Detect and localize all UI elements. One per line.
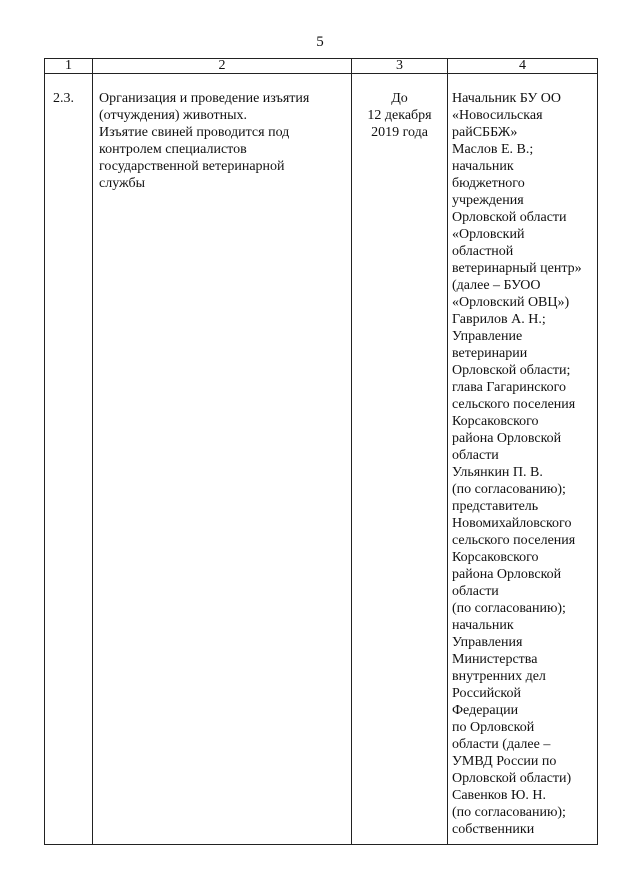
responsible-text-line: Орловской области) — [452, 771, 572, 786]
responsible-text-line: начальник — [452, 618, 514, 633]
responsible-text-line: ветеринарный центр» — [452, 261, 582, 276]
event-text-line: государственной ветеринарной — [99, 159, 285, 174]
responsible-text-line: области — [452, 584, 499, 599]
responsible-text-line: сельского поселения — [452, 533, 576, 548]
action-plan-table — [44, 58, 598, 845]
page-number: 5 — [316, 34, 324, 50]
deadline-text-line: 12 декабря — [367, 108, 432, 123]
responsible-text-line: УМВД России по — [452, 754, 557, 769]
responsible-text-line: (далее – БУОО — [452, 278, 541, 293]
column-header-1: 1 — [45, 59, 93, 74]
deadline-text-line: До — [391, 91, 408, 106]
responsible-text-line: Министерства — [452, 652, 538, 667]
responsible-text-line: Управления — [452, 635, 523, 650]
responsible-text-line: сельского поселения — [452, 397, 576, 412]
responsible-text-line: бюджетного — [452, 176, 525, 191]
responsible-text-line: Новомихайловского — [452, 516, 572, 531]
event-text-line: контролем специалистов — [99, 142, 247, 157]
event-text-line: Изъятие свиней проводится под — [99, 125, 290, 140]
responsible-text-line: областной — [452, 244, 514, 259]
deadline-cell — [352, 74, 448, 845]
responsible-text-line: Савенков Ю. Н. — [452, 788, 546, 803]
responsible-text-line: внутренних дел — [452, 669, 546, 684]
responsible-text-line: Орловской области — [452, 210, 567, 225]
responsible-text-line: собственники — [452, 822, 535, 837]
column-header-2: 2 — [93, 59, 352, 74]
event-text — [99, 90, 347, 192]
event-text-line: Организация и проведение изъятия — [99, 91, 310, 106]
responsible-text-line: (по согласованию); — [452, 805, 566, 820]
responsible-text-line: района Орловской — [452, 567, 562, 582]
responsible-text-line: Корсаковского — [452, 550, 539, 565]
responsible-text-line: области (далее – — [452, 737, 551, 752]
deadline-text-line: 2019 года — [371, 125, 428, 140]
responsible-text-line: Ульянкин П. В. — [452, 465, 543, 480]
responsible-text-line: Орловской области; — [452, 363, 571, 378]
responsible-text-line: ветеринарии — [452, 346, 528, 361]
responsible-text-line: «Орловский ОВЦ») — [452, 295, 570, 310]
responsible-text-line: Маслов Е. В.; — [452, 142, 534, 157]
responsible-cell — [448, 74, 598, 845]
responsible-text-line: глава Гагаринского — [452, 380, 566, 395]
responsible-text-line: «Новосильская — [452, 108, 543, 123]
responsible-text-line: учреждения — [452, 193, 524, 208]
column-header-4: 4 — [448, 59, 598, 74]
column-number-row — [45, 59, 598, 74]
responsible-text-line: представитель — [452, 499, 539, 514]
event-text-line: службы — [99, 176, 146, 191]
column-header-3: 3 — [352, 59, 448, 74]
table-row — [45, 74, 598, 845]
responsible-text — [452, 90, 595, 838]
responsible-text-line: «Орловский — [452, 227, 525, 242]
event-text-line: (отчуждения) животных. — [99, 108, 248, 123]
responsible-text-line: района Орловской — [452, 431, 562, 446]
deadline-text — [354, 90, 445, 141]
responsible-text-line: Федерации — [452, 703, 519, 718]
responsible-text-line: начальник — [452, 159, 514, 174]
responsible-text-line: области — [452, 448, 499, 463]
responsible-text-line: Управление — [452, 329, 523, 344]
responsible-text-line: Гаврилов А. Н.; — [452, 312, 546, 327]
responsible-text-line: Начальник БУ ОО — [452, 91, 561, 106]
responsible-text-line: (по согласованию); — [452, 482, 566, 497]
responsible-text-line: Российской — [452, 686, 521, 701]
row-number-cell: 2.3. — [45, 74, 93, 845]
responsible-text-line: райСББЖ» — [452, 125, 518, 140]
responsible-text-line: по Орловской — [452, 720, 535, 735]
responsible-text-line: Корсаковского — [452, 414, 539, 429]
event-cell — [93, 74, 352, 845]
responsible-text-line: (по согласованию); — [452, 601, 566, 616]
